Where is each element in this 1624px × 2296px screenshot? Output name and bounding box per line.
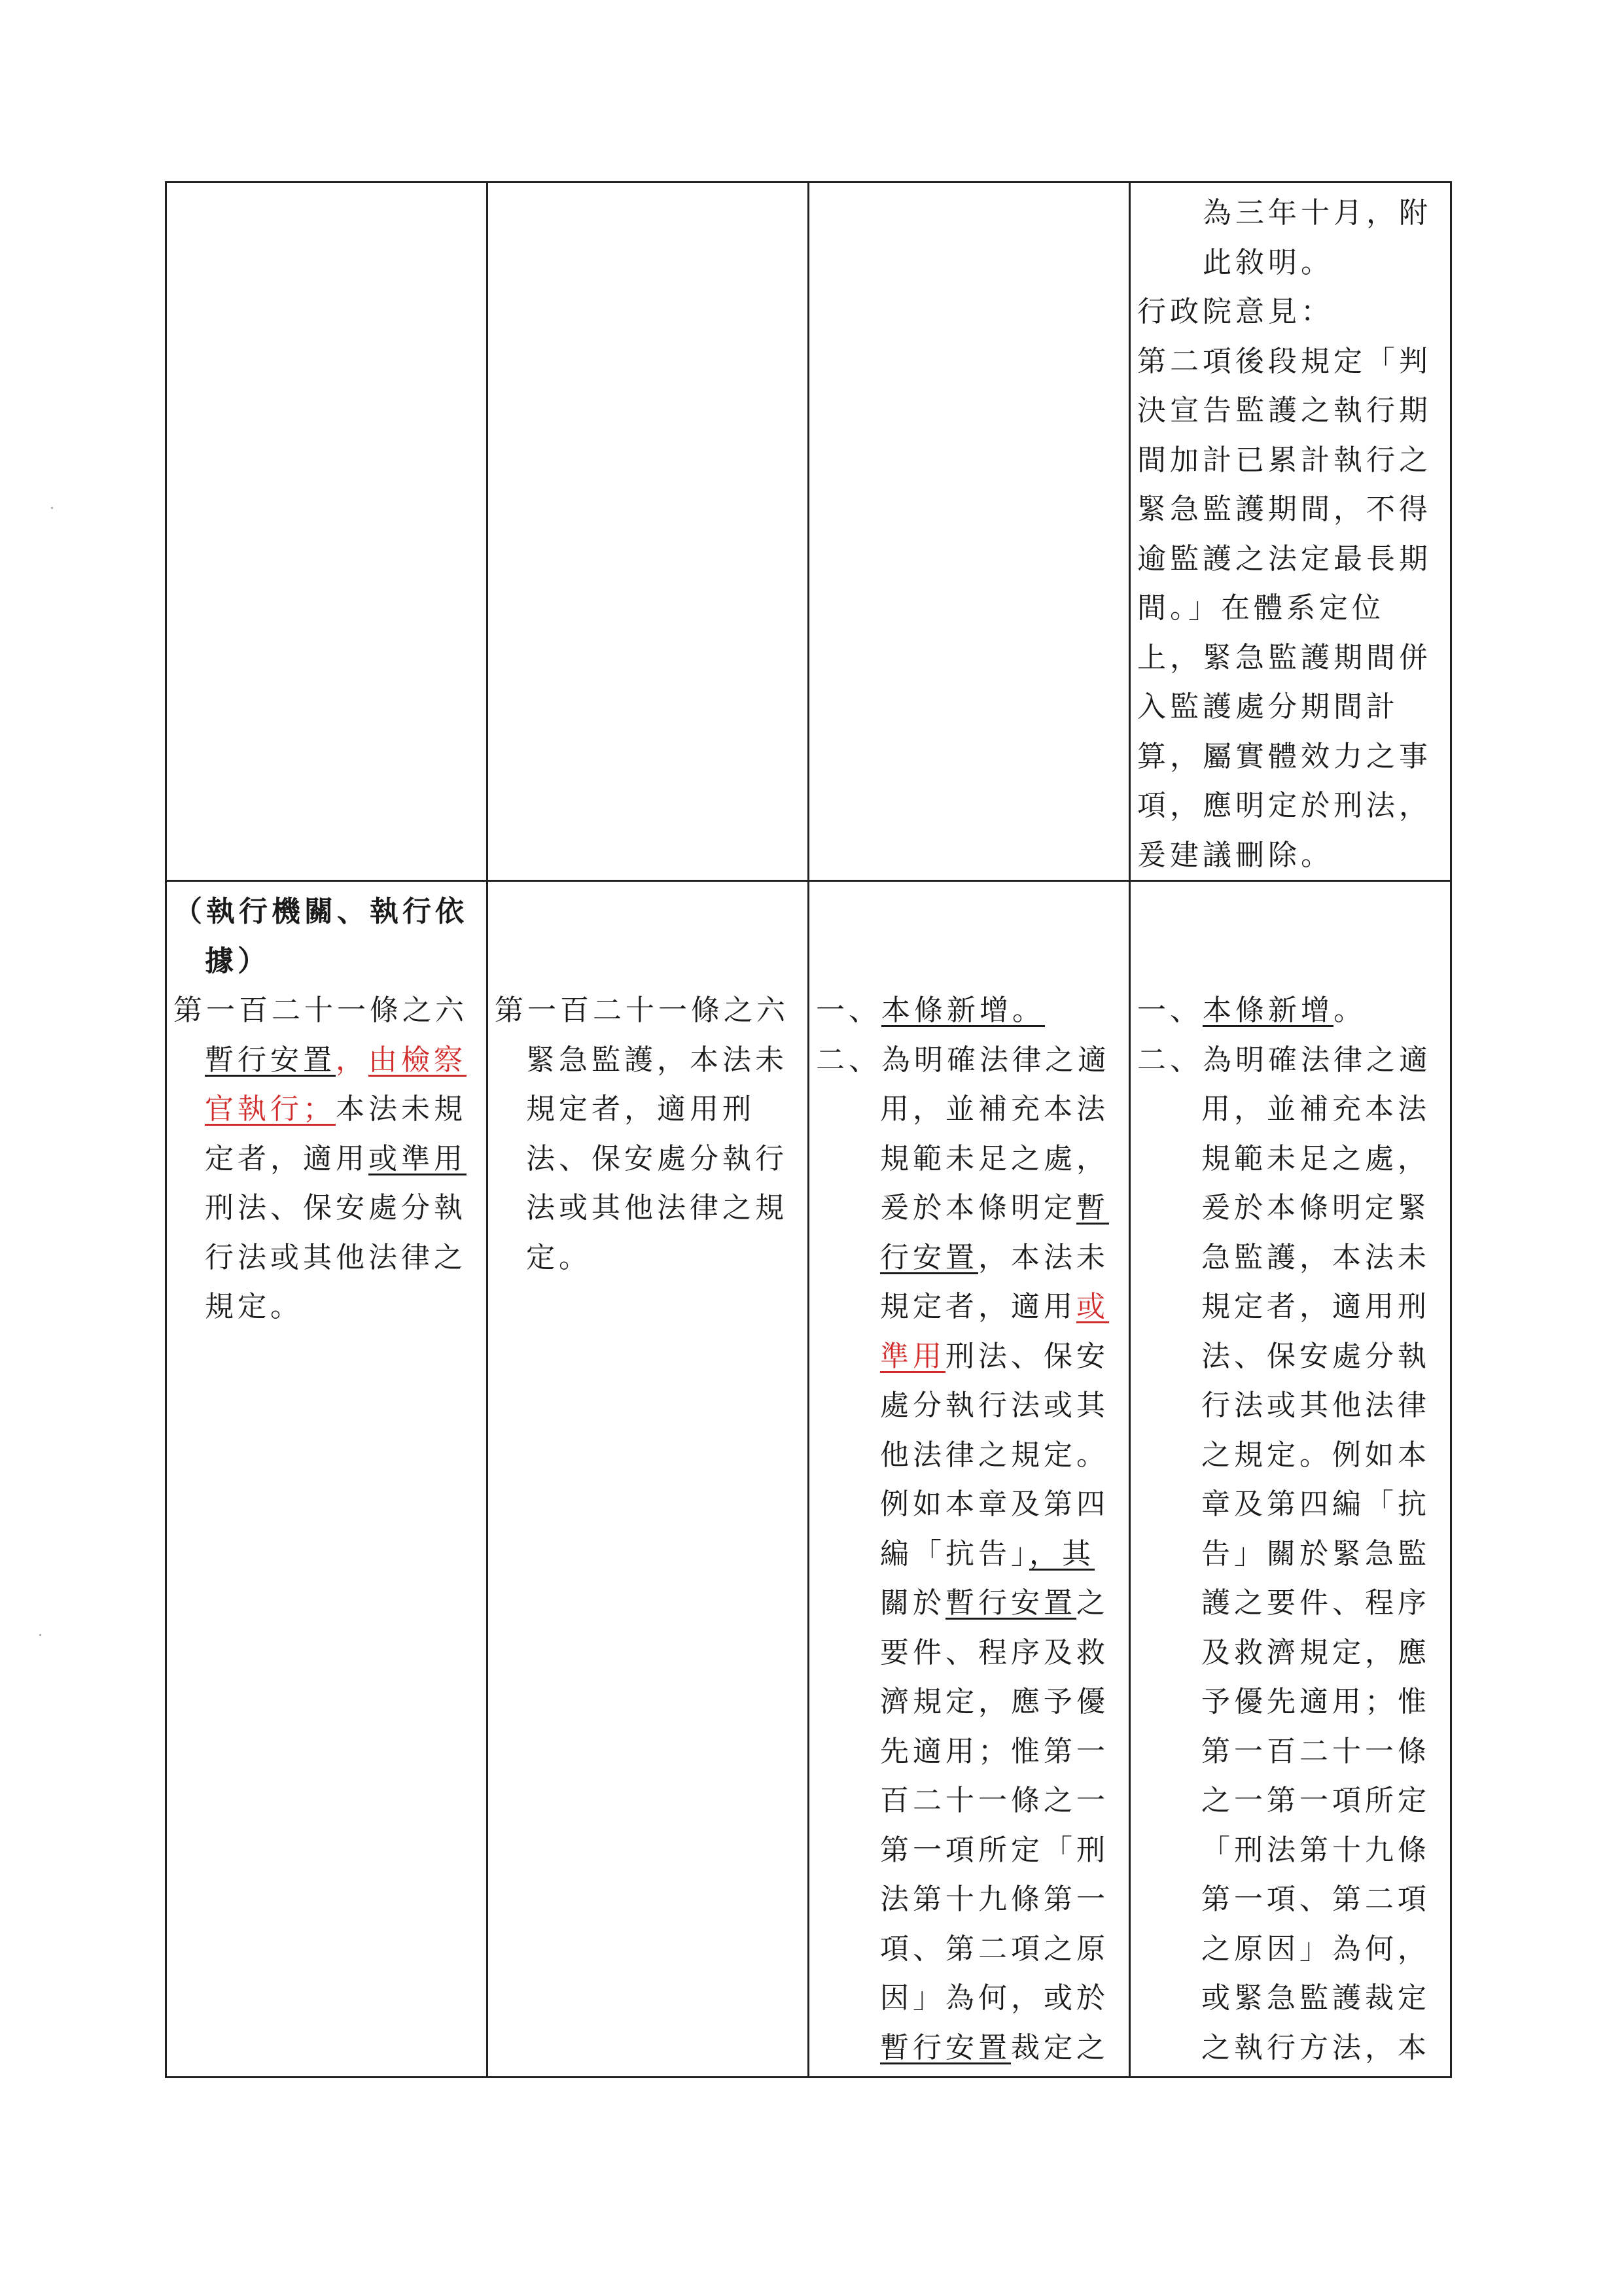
comparison-table — [165, 181, 1452, 2078]
explanation-item-1 — [816, 986, 1122, 1035]
cell-draft-article — [487, 881, 809, 2078]
text-fragment: 為明確法律之適用，並補充本法規範未足之處，爰於本條明定 — [880, 1043, 1110, 1225]
scan-speck — [51, 507, 53, 509]
text-fragment: 之要件、程序及救濟規定，應予優先適用；惟第一百二十一條之一第一項所定「刑法第十九條第一項、第二項之原因」為何，或於 — [880, 1586, 1109, 2015]
cell-draft-notes-top — [1130, 183, 1451, 881]
text-fragment: 關於 — [880, 1586, 945, 1620]
underlined-text: 暫行安置 — [880, 1191, 1109, 1274]
article-title: 第一百二十一條之六 — [173, 994, 468, 1027]
article-body — [173, 1035, 480, 1332]
article-title: 第一百二十一條之六 — [495, 994, 789, 1027]
underlined-text: 暫行安置 — [205, 1043, 336, 1077]
underlined-text: 暫行安置 — [880, 2030, 1011, 2064]
text-fragment: 為明確法律之適用，並補充本法規範未足之處，爰於本條明定緊急監護，本法未規定者，適用刑法、保安處分執行法或其他法律之規定。例如本章及第四編「抗告」關於緊急監護之要件、程序及救濟規定，應予優先適用；惟第一百二十一條之一第一項所定「刑法第十九條第一項、第二項之原因」為何，或緊急監護裁定之執行方法，本 — [1201, 1043, 1432, 2064]
item-number: 二、 — [1137, 1043, 1203, 1077]
executive-yuan-opinion-text: 第二項後段規定「判決宣告監護之執行期間加計已累計執行之緊急監護期間，不得逾監護之法定最長期間。」在體系定位上，緊急監護期間併入監護處分期間計算，屬實體效力之事項，應明定於刑法，爰建議刪除。 — [1137, 344, 1432, 872]
underlined-text: 或準用 — [368, 1141, 467, 1175]
red-underlined-text: 由檢察官執行； — [205, 1043, 467, 1126]
text-fragment: ， — [336, 1043, 368, 1077]
cell-draft-explanation — [1130, 881, 1451, 2078]
text-fragment: 刑法、保安處分執行法或其他法律之規定。例如本章及第四編「抗告」 — [880, 1339, 1109, 1571]
explanation-item-2 — [1137, 1035, 1443, 2073]
continuation-line: 為三年十月，附 — [1203, 196, 1432, 230]
underlined-text: 暫行安置 — [945, 1586, 1076, 1620]
underlined-text: 本條新增 — [1203, 994, 1333, 1027]
text-fragment: 刑法、保安處分執行法或其他法律之規定。 — [205, 1191, 467, 1323]
article-body: 緊急監護，本法未規定者，適用刑法、保安處分執行法或其他法律之規定。 — [526, 1043, 788, 1274]
executive-yuan-opinion-heading: 行政院意見： — [1137, 295, 1333, 328]
explanation-item-1 — [1137, 986, 1443, 1035]
underlined-text: ，其 — [1029, 1537, 1095, 1571]
scan-speck — [39, 1634, 41, 1636]
explanation-item-2 — [816, 1035, 1122, 2073]
text-fragment: ，本法未規定者，適用 — [880, 1240, 1109, 1323]
text-fragment: 。 — [1333, 994, 1366, 1027]
underlined-text: 本條新增。 — [881, 994, 1045, 1027]
table-row — [166, 881, 1451, 2078]
cell-draft-text-top — [487, 183, 809, 881]
red-underlined-text: 或準用 — [880, 1290, 1109, 1373]
cell-amended-article — [166, 881, 487, 2078]
text-fragment: 本法未規定者，適用 — [205, 1092, 467, 1175]
table-row — [166, 183, 1451, 881]
cell-amended-explanation — [809, 881, 1130, 2078]
item-number: 一、 — [1137, 994, 1203, 1027]
item-number: 二、 — [816, 1043, 881, 1077]
continuation-line: 此敘明。 — [1203, 245, 1333, 279]
section-heading: （執行機關、執行依據） — [173, 895, 468, 978]
text-fragment: 裁定之 — [1011, 2030, 1109, 2064]
item-number: 一、 — [816, 994, 881, 1027]
cell-amended-text-top — [166, 183, 487, 881]
cell-amended-notes-top — [809, 183, 1130, 881]
